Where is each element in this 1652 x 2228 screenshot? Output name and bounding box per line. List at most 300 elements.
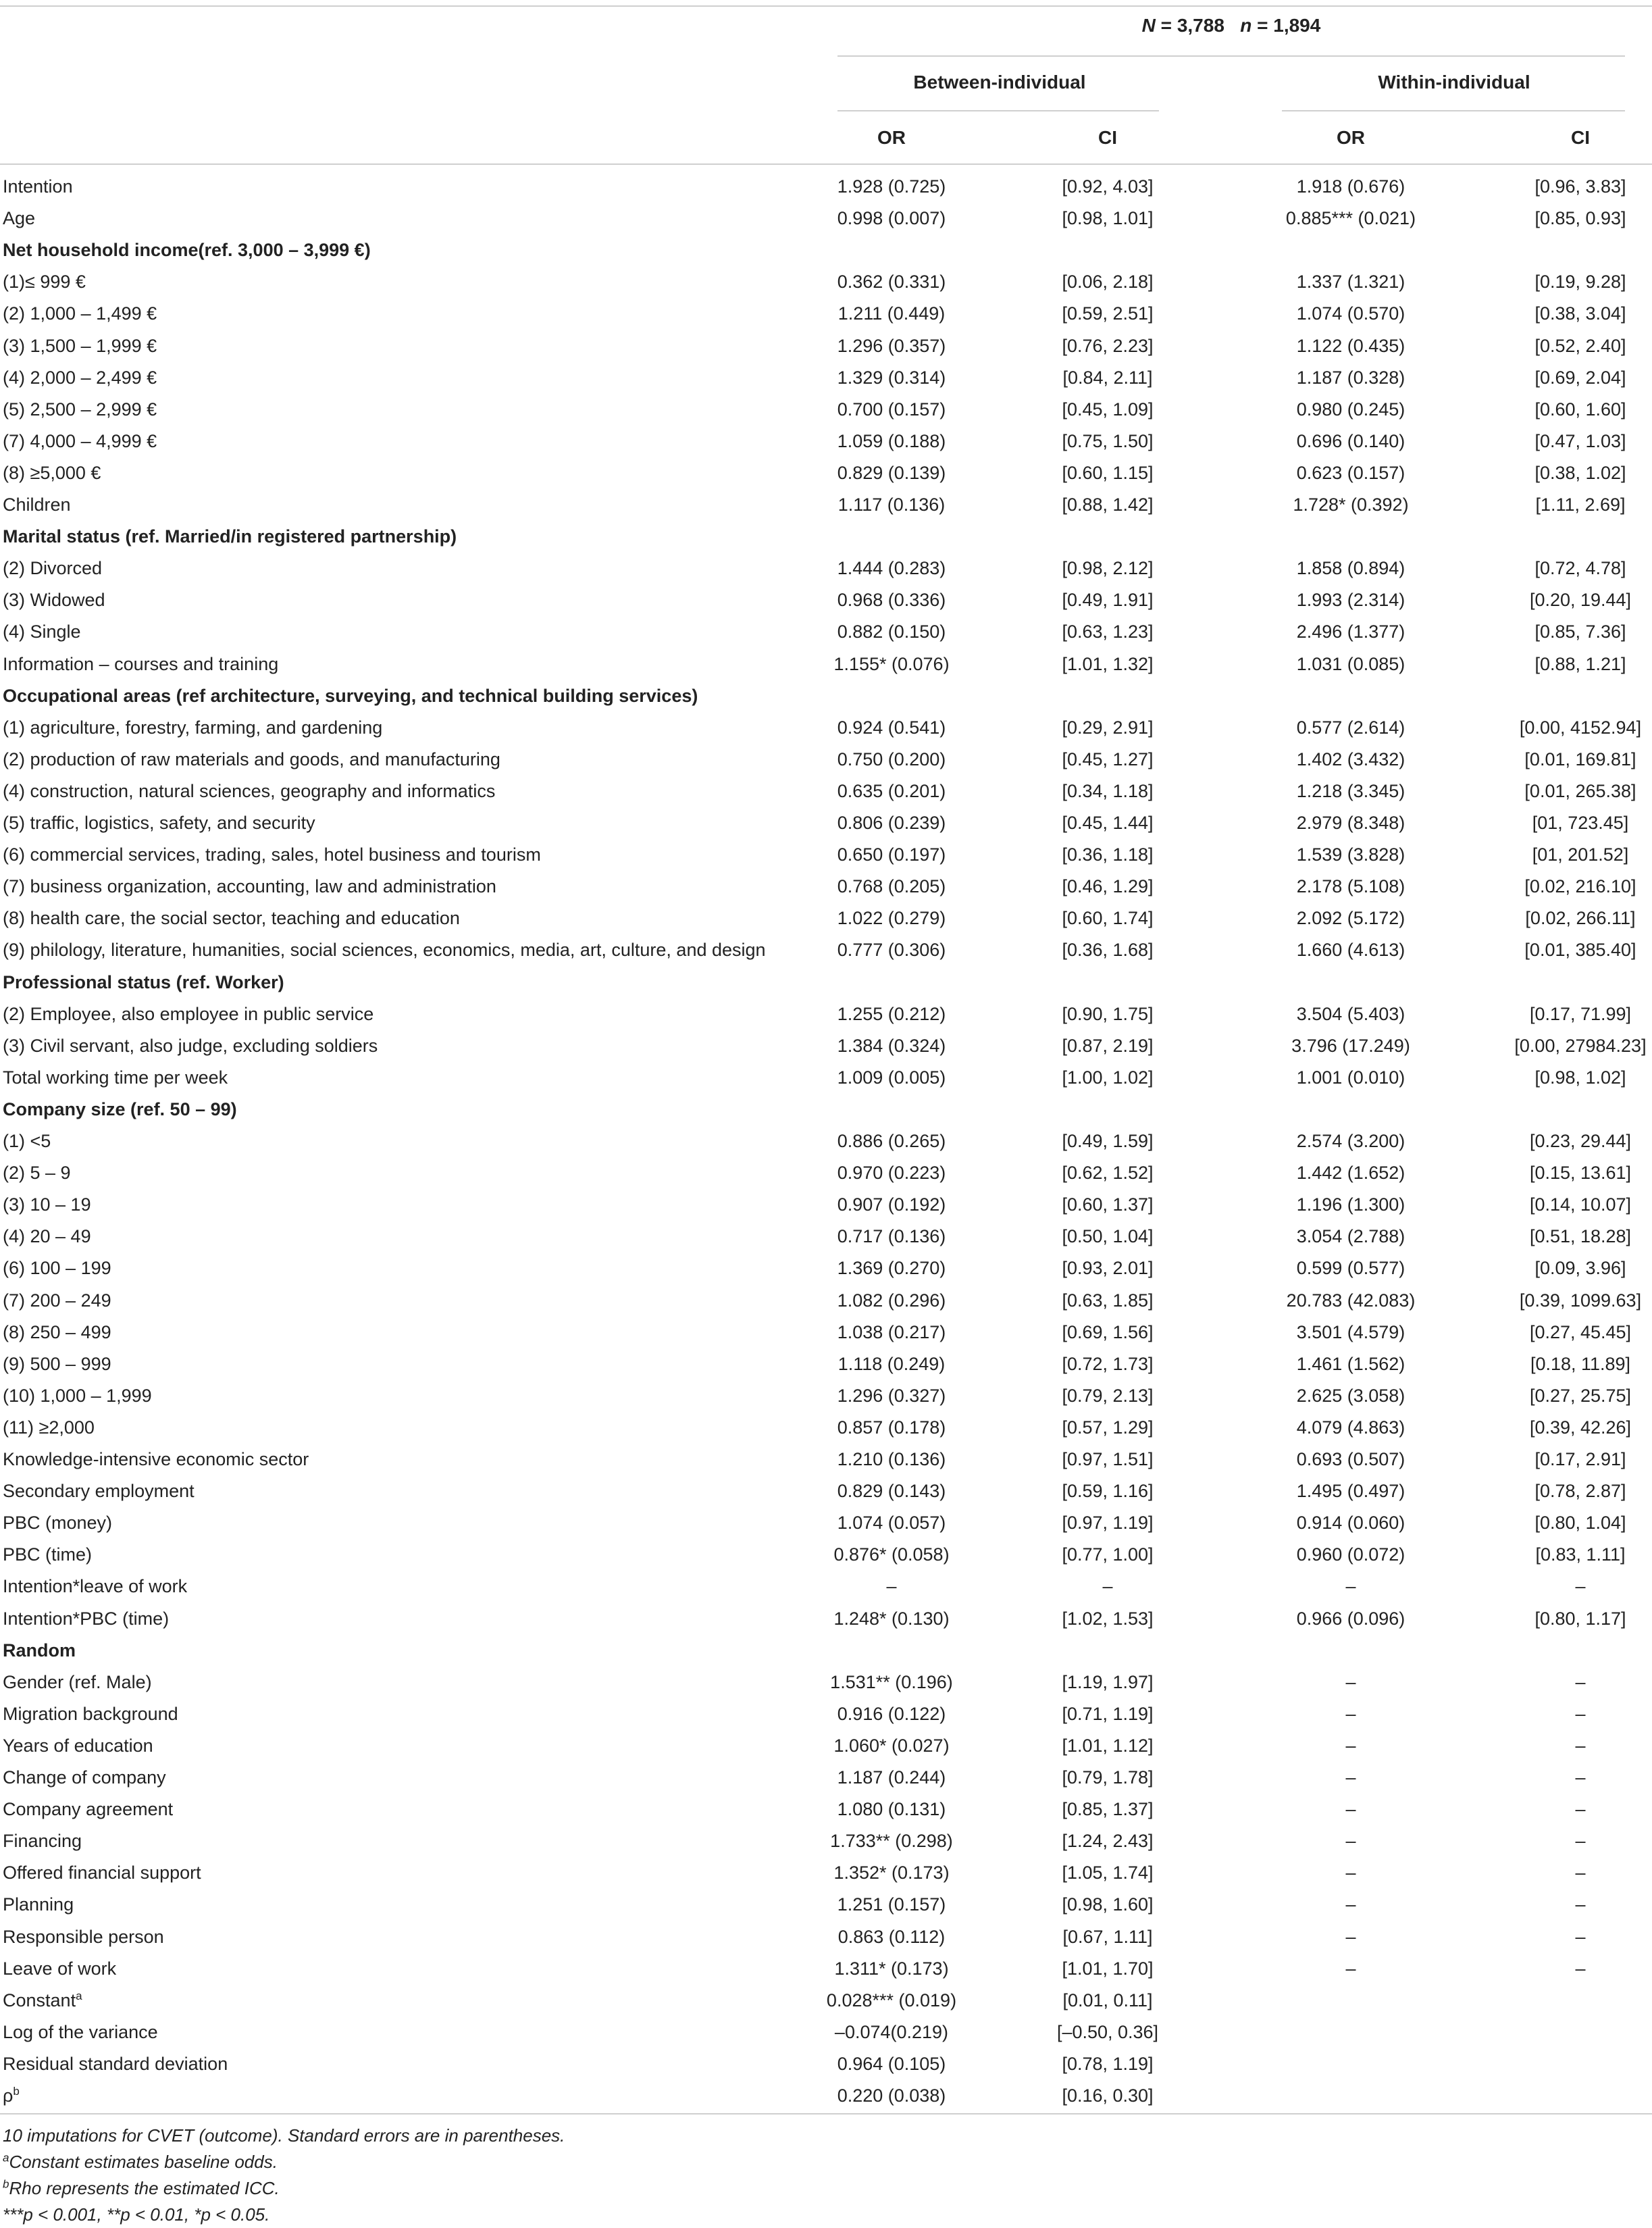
table-row [0,362,1652,394]
row-label [3,934,766,966]
confidence-interval-within: [0.02, 266.11] [1525,908,1636,929]
row-label-text: Intention*PBC (time) [3,1608,170,1629]
row-label [3,1667,152,1698]
row-label [3,1221,91,1252]
odds-ratio-between: 0.970 (0.223) [837,1163,946,1184]
confidence-interval-between: [0.62, 1.52] [1062,1163,1154,1184]
odds-ratio-within: 1.196 (1.300) [1296,1194,1405,1215]
row-label [3,1571,187,1602]
odds-ratio-between: 1.118 (0.249) [837,1353,946,1374]
odds-ratio-between: 0.829 (0.143) [837,1481,946,1502]
confidence-interval-within: [0.85, 0.93] [1534,208,1626,229]
row-label-text: Random [3,1640,76,1661]
row-label [3,1698,178,1730]
confidence-interval-within: – [1575,1926,1586,1947]
odds-ratio-between: 0.220 (0.038) [837,2085,946,2106]
odds-ratio-within: – [1345,1671,1356,1692]
footnote-constant-text: Constant estimates baseline odds. [9,2152,278,2172]
row-label [3,1539,92,1571]
odds-ratio-between: 1.444 (0.283) [837,558,946,579]
confidence-interval-within: – [1575,1735,1586,1756]
confidence-interval-between: [0.67, 1.11] [1062,1926,1153,1947]
odds-ratio-within: 0.577 (2.614) [1296,717,1405,738]
odds-ratio-within: 0.980 (0.245) [1296,399,1405,420]
confidence-interval-within: [0.78, 2.87] [1534,1481,1626,1502]
confidence-interval-between: [0.36, 1.18] [1062,844,1154,865]
odds-ratio-within: 2.574 (3.200) [1296,1131,1405,1151]
confidence-interval-within: [0.23, 29.44] [1529,1131,1632,1151]
confidence-interval-between: [0.45, 1.44] [1062,813,1154,833]
confidence-interval-within: [0.39, 42.26] [1529,1417,1632,1438]
row-label-text: (5) 2,500 – 2,999 € [3,399,157,420]
odds-ratio-within: 0.885*** (0.021) [1285,208,1416,229]
confidence-interval-between: [0.92, 4.03] [1062,176,1154,197]
table-row [0,584,1652,616]
table-row [0,298,1652,330]
confidence-interval-between: [1.19, 1.97] [1062,1671,1154,1692]
row-label [3,1444,309,1475]
group-between-rule [837,110,1159,111]
odds-ratio-within: 0.693 (0.507) [1296,1449,1405,1469]
confidence-interval-between: [0.29, 2.91] [1062,717,1154,738]
row-label [3,1603,169,1635]
confidence-interval-between: [1.02, 1.53] [1062,1608,1154,1629]
confidence-interval-within: [0.83, 1.11] [1535,1544,1626,1565]
confidence-interval-within: [0.72, 4.78] [1534,558,1626,579]
row-label-text: (11) ≥2,000 [3,1417,95,1438]
footnote-constant [3,2149,565,2175]
table-row [0,2017,1652,2048]
row-label [3,266,86,298]
row-label-text: (9) philology, literature, humanities, social sciences, economics, media, art, culture, and design [3,940,766,961]
confidence-interval-between: [0.72, 1.73] [1062,1353,1154,1374]
confidence-interval-between: [0.57, 1.29] [1062,1417,1154,1438]
row-label-text: (4) 2,000 – 2,499 € [3,367,157,388]
table-row [0,1252,1652,1284]
section-label [3,967,284,998]
row-label-text: PBC (money) [3,1513,113,1534]
sample-N-label: N [1141,15,1156,36]
row-label-text: (3) 10 – 19 [3,1194,91,1215]
row-label-text: Intention*leave of work [3,1576,188,1597]
confidence-interval-within: [0.85, 7.36] [1534,622,1626,642]
row-label-text: (6) commercial services, trading, sales, hotel business and tourism [3,844,541,865]
table-row [0,171,1652,203]
odds-ratio-within: – [1345,1703,1356,1724]
row-label [3,1062,228,1094]
sample-n-value: = 1,894 [1251,15,1321,36]
column-header-or-between: OR [877,127,906,148]
row-label-text: Net household income(ref. 3,000 – 3,999 €) [3,240,371,261]
row-label-text: Planning [3,1894,74,1915]
row-label-text: (1) <5 [3,1131,51,1151]
row-label-footnote-marker: b [13,2085,20,2098]
table-row [0,616,1652,648]
table-row [0,1825,1652,1857]
table-row [0,1285,1652,1317]
section-label [3,234,371,266]
row-label-text: (4) construction, natural sciences, geography and informatics [3,780,496,801]
sample-n-label: n [1240,15,1252,36]
confidence-interval-between: [–0.50, 0.36] [1056,2021,1159,2042]
table-row [0,1030,1652,1062]
odds-ratio-between: 0.998 (0.007) [837,208,946,229]
section-label [3,680,698,712]
row-label [3,1475,195,1507]
confidence-interval-within: – [1575,1767,1586,1788]
odds-ratio-within: – [1345,1767,1356,1788]
row-label-text: (4) 20 – 49 [3,1226,91,1247]
confidence-interval-within: [0.47, 1.03] [1534,430,1626,451]
confidence-interval-between: [0.06, 2.18] [1062,272,1154,293]
odds-ratio-within: 0.696 (0.140) [1296,430,1405,451]
confidence-interval-between: [0.93, 2.01] [1062,1258,1154,1279]
odds-ratio-between: 0.829 (0.139) [837,462,946,483]
row-label [3,1412,95,1444]
row-label [3,1953,116,1985]
confidence-interval-between: [0.78, 1.19] [1062,2053,1154,2074]
section-header-row [0,521,1652,553]
odds-ratio-between: 0.863 (0.112) [837,1926,946,1947]
table-row [0,1730,1652,1762]
table-row [0,1221,1652,1252]
row-label [3,394,157,426]
row-label [3,1317,111,1348]
row-label-text: Age [3,208,36,229]
table-row [0,839,1652,871]
confidence-interval-between: [0.90, 1.75] [1062,1003,1154,1024]
row-label [3,2017,158,2048]
odds-ratio-between: 1.369 (0.270) [837,1258,946,1279]
odds-ratio-between: 1.117 (0.136) [837,495,946,515]
odds-ratio-within: 1.001 (0.010) [1296,1067,1405,1088]
odds-ratio-between: 0.924 (0.541) [837,717,946,738]
table-row [0,203,1652,234]
confidence-interval-between: [0.98, 2.12] [1062,558,1154,579]
confidence-interval-between: [0.69, 1.56] [1062,1321,1154,1342]
row-label-text: (3) Civil servant, also judge, excluding soldiers [3,1035,378,1056]
confidence-interval-between: [0.36, 1.68] [1062,940,1154,961]
confidence-interval-within: – [1575,1831,1586,1852]
row-label [3,171,73,203]
confidence-interval-between: [0.63, 1.23] [1062,622,1154,642]
column-header-ci-between: CI [1098,127,1117,148]
odds-ratio-between: –0.074(0.219) [834,2021,949,2042]
odds-ratio-within: 1.993 (2.314) [1296,590,1405,611]
confidence-interval-within: [0.00, 4152.94] [1519,717,1642,738]
row-label-text: (1)≤ 999 € [3,272,86,293]
confidence-interval-between: [0.97, 1.51] [1062,1449,1154,1469]
table-row [0,1189,1652,1221]
odds-ratio-between: 0.964 (0.105) [837,2053,946,2074]
odds-ratio-between: 0.806 (0.239) [837,813,946,833]
confidence-interval-between: [0.50, 1.04] [1062,1226,1154,1247]
odds-ratio-within: 1.402 (3.432) [1296,749,1405,769]
row-label-text: Company agreement [3,1799,174,1820]
row-label [3,903,460,934]
table-row [0,1317,1652,1348]
sample-size-rule [837,55,1625,57]
confidence-interval-within: [0.20, 19.44] [1529,590,1632,611]
odds-ratio-within: 3.501 (4.579) [1296,1321,1405,1342]
table-row [0,1762,1652,1794]
table-row [0,1157,1652,1189]
odds-ratio-between: 0.907 (0.192) [837,1194,946,1215]
table-row [0,1571,1652,1602]
row-label-text: PBC (time) [3,1544,93,1565]
table-row [0,1698,1652,1730]
row-label-text: (7) 200 – 249 [3,1290,111,1311]
odds-ratio-between: 1.022 (0.279) [837,908,946,929]
table-row [0,934,1652,966]
odds-ratio-between: 1.329 (0.314) [837,367,946,388]
odds-ratio-within: 1.218 (3.345) [1296,780,1405,801]
table-row [0,1539,1652,1571]
sample-size-header [837,15,1625,36]
footnote-rho-marker: b [3,2177,9,2191]
odds-ratio-between: 1.210 (0.136) [837,1449,946,1469]
row-label [3,1985,82,2017]
confidence-interval-between: [0.49, 1.91] [1062,590,1154,611]
confidence-interval-between: [0.87, 2.19] [1062,1035,1154,1056]
row-label-text: (2) Employee, also employee in public service [3,1003,374,1024]
confidence-interval-within: [0.51, 18.28] [1529,1226,1632,1247]
odds-ratio-within: 0.914 (0.060) [1296,1513,1405,1534]
confidence-interval-within: [0.18, 11.89] [1530,1353,1631,1374]
confidence-interval-within: [0.09, 3.96] [1534,1258,1626,1279]
section-label [3,1635,76,1667]
row-label-text: Company size (ref. 50 – 99) [3,1098,237,1119]
table-row [0,330,1652,362]
table-bottom-rule [0,2113,1652,2115]
odds-ratio-within: 1.461 (1.562) [1296,1353,1405,1374]
row-label-text: Change of company [3,1767,166,1788]
confidence-interval-within: [0.17, 71.99] [1529,1003,1632,1024]
odds-ratio-between: 1.733** (0.298) [830,1831,953,1852]
confidence-interval-between: [1.01, 1.12] [1062,1735,1154,1756]
odds-ratio-between: 1.352* (0.173) [833,1863,950,1883]
table-row [0,1603,1652,1635]
odds-ratio-between: 0.968 (0.336) [837,590,946,611]
table-row [0,649,1652,680]
column-header-ci-within: CI [1571,127,1590,148]
confidence-interval-within: [0.96, 3.83] [1534,176,1626,197]
odds-ratio-within: – [1345,1576,1356,1597]
odds-ratio-between: 0.882 (0.150) [837,622,946,642]
table-row [0,266,1652,298]
odds-ratio-within: 2.496 (1.377) [1296,622,1405,642]
row-label [3,616,81,648]
confidence-interval-between: [0.34, 1.18] [1062,780,1154,801]
confidence-interval-within: – [1575,1863,1586,1883]
row-label-text: Total working time per week [3,1067,228,1088]
odds-ratio-between: 1.311* (0.173) [834,1958,949,1979]
row-label [3,1507,112,1539]
odds-ratio-within: 1.660 (4.613) [1296,940,1405,961]
confidence-interval-between: [0.59, 2.51] [1062,303,1154,324]
section-header-row [0,1094,1652,1125]
row-label-text: Professional status (ref. Worker) [3,971,284,992]
confidence-interval-within: [0.01, 265.38] [1524,780,1636,801]
odds-ratio-between: 1.155* (0.076) [833,653,950,674]
confidence-interval-within: [0.17, 2.91] [1534,1449,1626,1469]
confidence-interval-between: [1.24, 2.43] [1062,1831,1154,1852]
confidence-interval-between: [0.45, 1.27] [1062,749,1154,769]
table-footnotes [3,2123,565,2228]
odds-ratio-between: 1.187 (0.244) [837,1767,946,1788]
row-label [3,298,157,330]
odds-ratio-between: 0.768 (0.205) [837,876,946,897]
table-row [0,744,1652,776]
odds-ratio-between: 1.296 (0.357) [837,335,946,356]
confidence-interval-within: [0.88, 1.21] [1534,653,1626,674]
row-label-text: Log of the variance [3,2021,158,2042]
odds-ratio-between: 1.211 (0.449) [837,303,946,324]
group-within-rule [1282,110,1625,111]
confidence-interval-within: [0.00, 27984.23] [1514,1035,1647,1056]
table-row [0,807,1652,839]
row-label-text: (3) Widowed [3,590,105,611]
row-label-text: (5) traffic, logistics, safety, and security [3,813,315,833]
confidence-interval-between: [0.60, 1.37] [1062,1194,1154,1215]
row-label [3,1348,111,1380]
row-label [3,1189,91,1221]
odds-ratio-within: 2.625 (3.058) [1296,1385,1405,1406]
section-header-row [0,1635,1652,1667]
odds-ratio-between: 0.635 (0.201) [837,780,946,801]
section-label [3,1094,237,1125]
table-row [0,871,1652,903]
odds-ratio-between: 1.038 (0.217) [837,1321,946,1342]
row-label-text: (6) 100 – 199 [3,1258,111,1279]
odds-ratio-within: 1.539 (3.828) [1296,844,1405,865]
odds-ratio-within: 1.442 (1.652) [1296,1163,1405,1184]
odds-ratio-within: – [1345,1799,1356,1820]
confidence-interval-between: [0.98, 1.01] [1062,208,1154,229]
row-label-text: (2) 5 – 9 [3,1163,71,1184]
table-row [0,1412,1652,1444]
odds-ratio-between: 1.384 (0.324) [837,1035,946,1056]
confidence-interval-between: [0.46, 1.29] [1062,876,1154,897]
odds-ratio-within: 3.796 (17.249) [1291,1035,1410,1056]
odds-ratio-within: 0.623 (0.157) [1296,462,1405,483]
row-label-text: (7) business organization, accounting, law and administration [3,876,496,897]
odds-ratio-within: 1.728* (0.392) [1293,495,1409,515]
table-row [0,2048,1652,2080]
table-row [0,489,1652,521]
table-row [0,1062,1652,1094]
row-label-text: (1) agriculture, forestry, farming, and gardening [3,717,383,738]
row-label-text: (10) 1,000 – 1,999 [3,1385,152,1406]
confidence-interval-within: [0.19, 9.28] [1534,272,1626,293]
row-label-text: (2) production of raw materials and goods, and manufacturing [3,749,500,769]
odds-ratio-within: 2.092 (5.172) [1296,908,1405,929]
row-label-text: Financing [3,1831,82,1852]
odds-ratio-between: 0.876* (0.058) [833,1544,950,1565]
row-label [3,998,373,1030]
row-label-footnote-marker: a [76,1989,82,2002]
confidence-interval-between: [0.77, 1.00] [1062,1544,1154,1565]
row-label-text: Responsible person [3,1926,164,1947]
row-label [3,553,102,584]
table-row [0,903,1652,934]
confidence-interval-between: [0.60, 1.74] [1062,908,1154,929]
table-row [0,1921,1652,1953]
row-label-text: Leave of work [3,1958,117,1979]
section-header-row [0,680,1652,712]
confidence-interval-between: [0.88, 1.42] [1062,495,1154,515]
row-label [3,649,278,680]
confidence-interval-within: [0.39, 1099.63] [1519,1290,1642,1311]
table-row [0,1857,1652,1889]
odds-ratio-between: 0.886 (0.265) [837,1131,946,1151]
group-header-between: Between-individual [913,72,1086,93]
row-label [3,807,315,839]
odds-ratio-between: 1.059 (0.188) [837,430,946,451]
table-row [0,1794,1652,1825]
section-label [3,521,457,553]
odds-ratio-within: 1.122 (0.435) [1296,335,1405,356]
table-row [0,1507,1652,1539]
odds-ratio-within: 0.966 (0.096) [1296,1608,1405,1629]
row-label-text: Gender (ref. Male) [3,1671,152,1692]
confidence-interval-between: [0.75, 1.50] [1062,430,1154,451]
table-row [0,553,1652,584]
odds-ratio-between: 0.916 (0.122) [837,1703,946,1724]
table-top-rule [0,5,1652,7]
row-label-text: (2) Divorced [3,558,103,579]
table-row [0,1953,1652,1985]
odds-ratio-between: 0.857 (0.178) [837,1417,946,1438]
odds-ratio-between: 0.700 (0.157) [837,399,946,420]
footnote-rho-text: Rho represents the estimated ICC. [9,2178,280,2198]
row-label [3,489,71,521]
confidence-interval-between: [0.85, 1.37] [1062,1799,1154,1820]
confidence-interval-within: – [1575,1894,1586,1915]
row-label [3,744,500,776]
confidence-interval-between: [0.84, 2.11] [1062,367,1153,388]
row-label-text: Intention [3,176,73,197]
row-label-text: Secondary employment [3,1481,195,1502]
footnote-significance: ***p < 0.001, **p < 0.01, *p < 0.05. [3,2204,270,2225]
odds-ratio-within: 1.031 (0.085) [1296,653,1405,674]
section-header-row [0,967,1652,998]
row-label [3,1794,173,1825]
confidence-interval-between: [0.45, 1.09] [1062,399,1154,420]
odds-ratio-between: 0.362 (0.331) [837,272,946,293]
odds-ratio-between: 1.531** (0.196) [830,1671,953,1692]
confidence-interval-within: [1.11, 2.69] [1535,495,1626,515]
row-label [3,203,35,234]
confidence-interval-within: [0.14, 10.07] [1529,1194,1632,1215]
row-label [3,1921,164,1953]
odds-ratio-within: 1.187 (0.328) [1296,367,1405,388]
confidence-interval-within: – [1575,1958,1586,1979]
row-label-text: Constant [3,1990,76,2010]
row-label [3,330,157,362]
row-label-text: (2) 1,000 – 1,499 € [3,303,157,324]
odds-ratio-within: 2.979 (8.348) [1296,813,1405,833]
row-label-text: (4) Single [3,622,81,642]
confidence-interval-between: [1.00, 1.02] [1062,1067,1154,1088]
odds-ratio-between: 1.296 (0.327) [837,1385,946,1406]
header-bottom-rule [0,163,1652,165]
odds-ratio-within: 1.337 (1.321) [1296,272,1405,293]
table-row [0,457,1652,489]
column-header-or-within: OR [1337,127,1365,148]
odds-ratio-within: 0.599 (0.577) [1296,1258,1405,1279]
confidence-interval-within: [0.02, 216.10] [1524,876,1636,897]
